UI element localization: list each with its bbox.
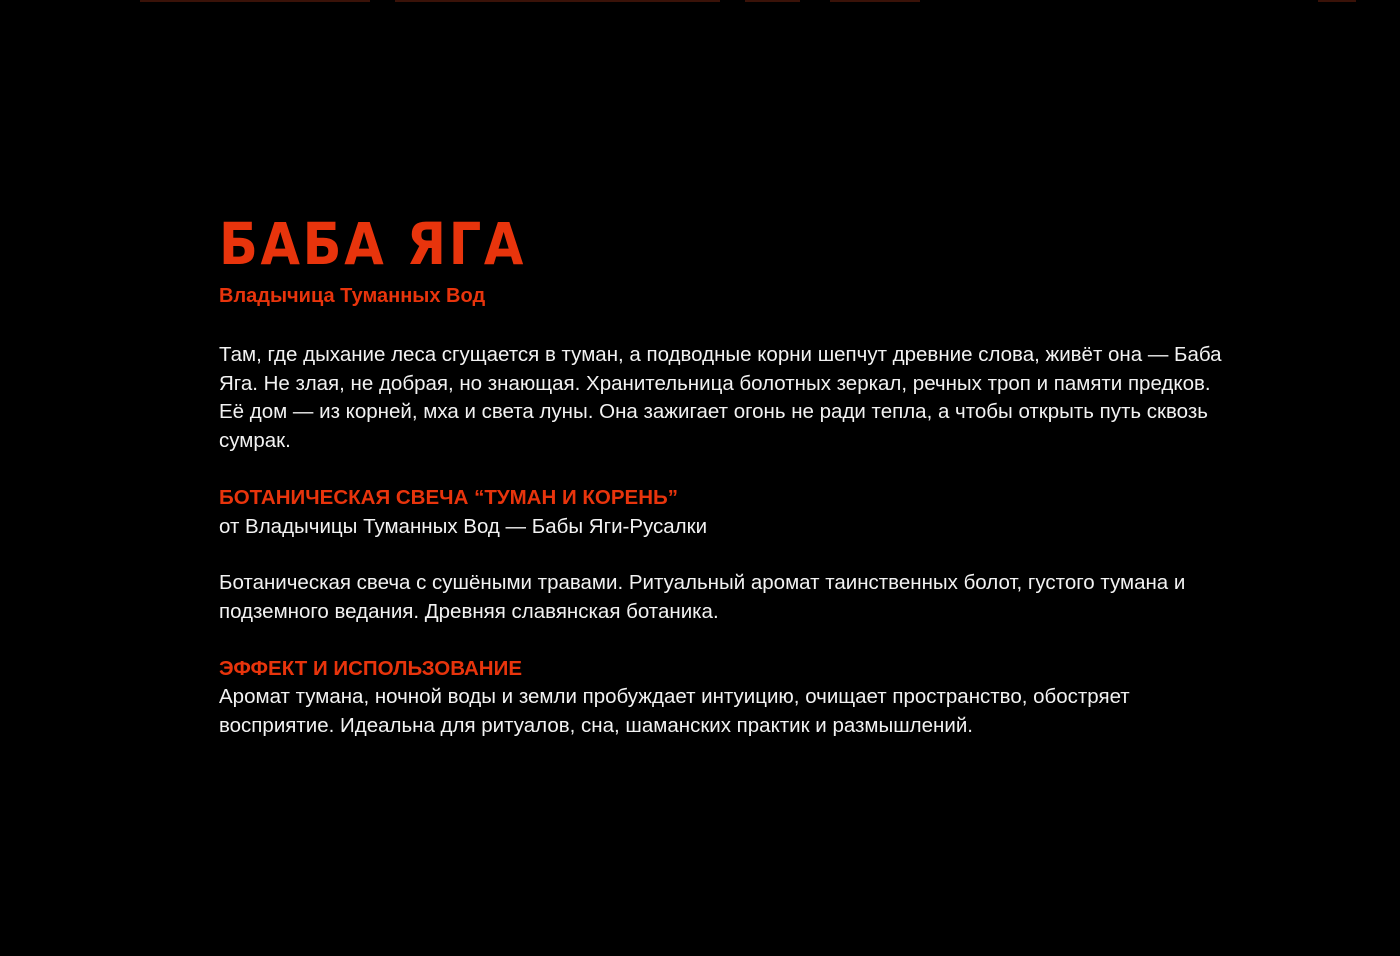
effect-heading: ЭФФЕКТ И ИСПОЛЬЗОВАНИЕ: [219, 656, 523, 680]
product-description-paragraph: Ботаническая свеча с сушёными травами. Ритуальный аромат таинственных болот, густого тумана и подземного ведания. Древняя славянская ботаника.: [219, 571, 1186, 623]
product-byline: от Владычицы Туманных Вод — Бабы Яги-Русалки: [219, 514, 708, 538]
page-subtitle: Владычица Туманных Вод: [219, 285, 486, 307]
top-edge-decoration: [0, 0, 1400, 3]
product-heading: БОТАНИЧЕСКАЯ СВЕЧА “ТУМАН И КОРЕНЬ”: [219, 485, 678, 509]
product-description: [219, 210, 1229, 741]
effect-paragraph: Аромат тумана, ночной воды и земли пробуждает интуицию, очищает пространство, обостряет восприятие. Идеальна для ритуалов, сна, шаманских практик и размышлений.: [219, 685, 1130, 738]
page-title: БАБА ЯГА: [219, 210, 527, 278]
intro-paragraph: Там, где дыхание леса сгущается в туман, а подводные корни шепчут древние слова, живёт она — Баба Яга. Не злая, не добрая, но знающая. Хранительница болотных зеркал, речных троп и памяти предков. Её дом — из корней, мха и света луны. Она зажигает огонь не ради тепла, а чтобы открыть путь сквозь сумрак.: [219, 343, 1222, 453]
